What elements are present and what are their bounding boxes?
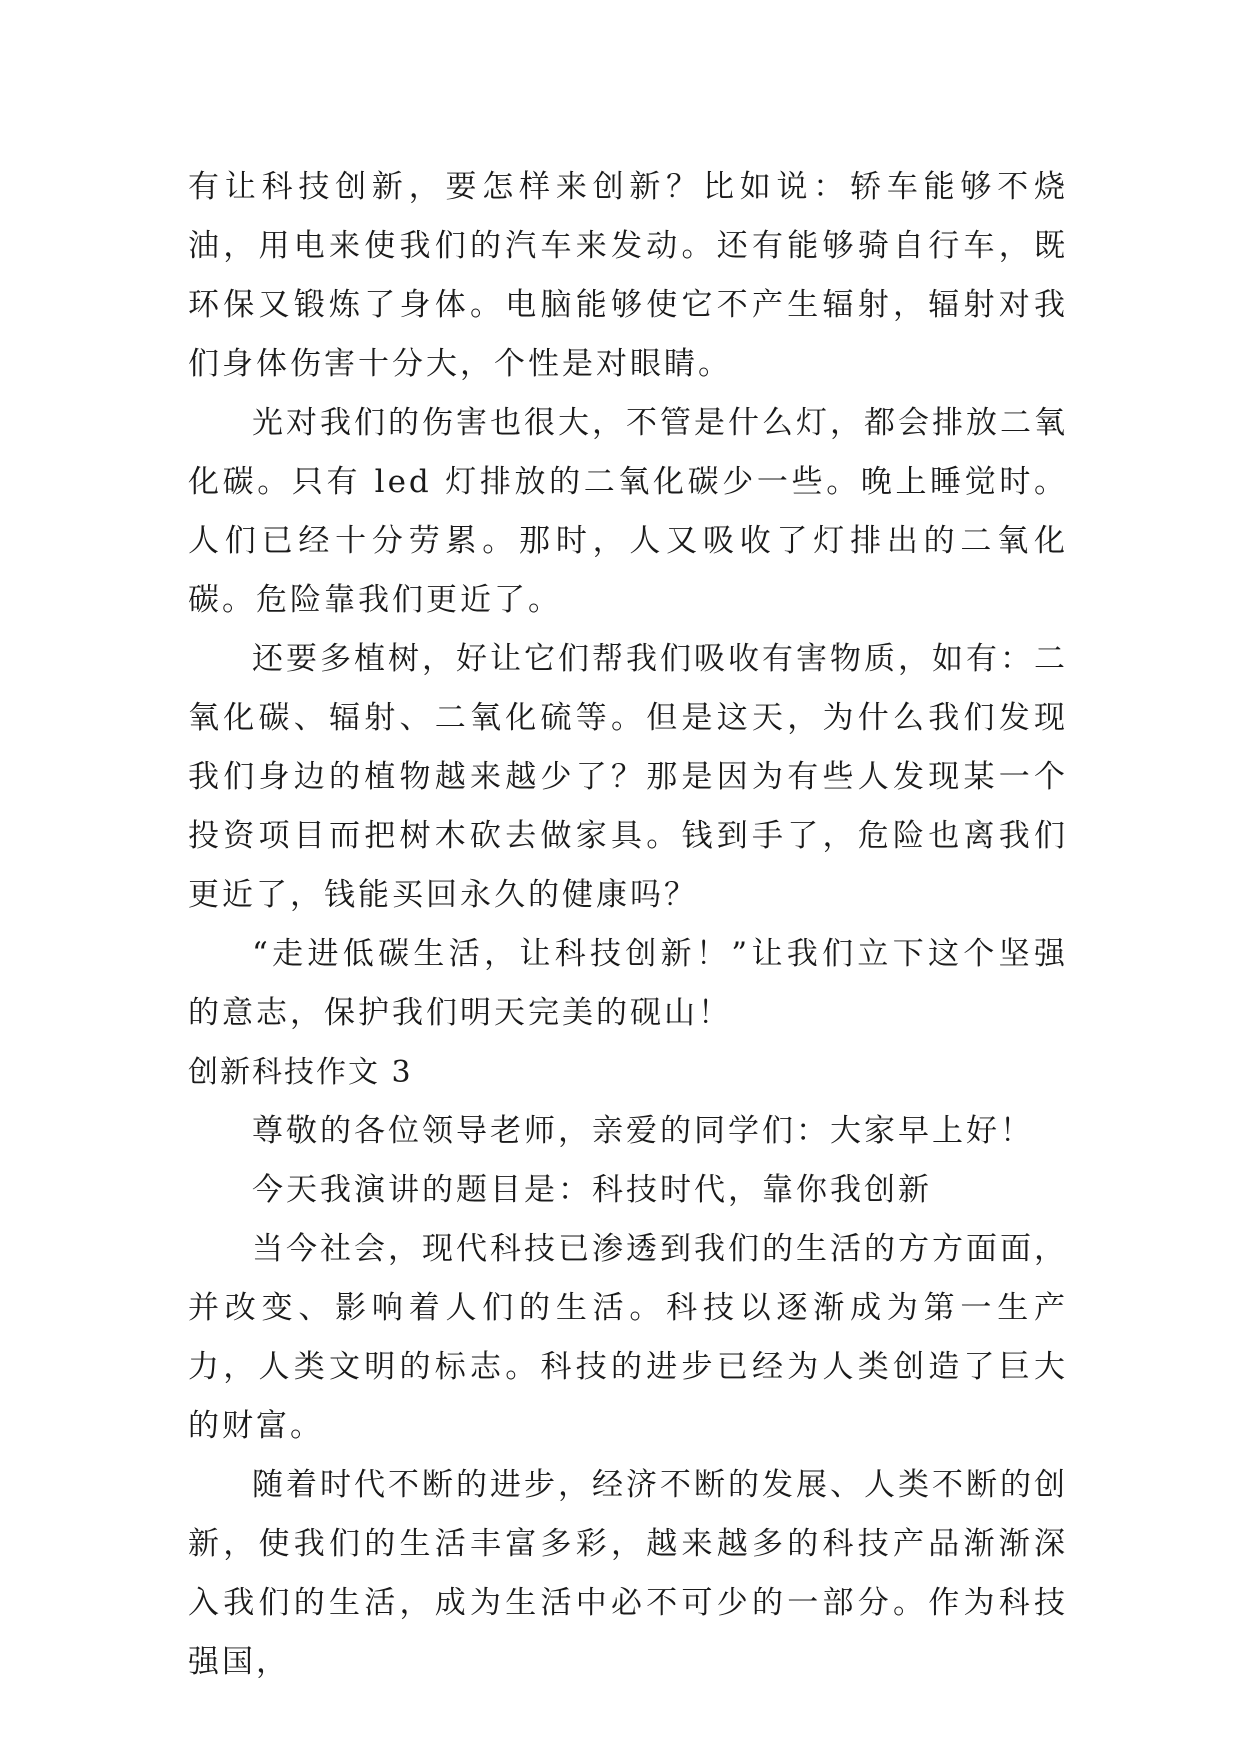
paragraph-speech-topic: 今天我演讲的题目是：科技时代，靠你我创新: [252, 1172, 932, 1208]
paragraph-greeting: 尊敬的各位领导老师，亲爱的同学们：大家早上好！: [252, 1113, 1034, 1149]
paragraph-low-carbon-slogan: “走进低碳生活，让科技创新！”让我们立下这个坚强的意志，保护我们明天完美的砚山！: [188, 936, 1068, 1031]
paragraph-plant-trees: 还要多植树，好让它们帮我们吸收有害物质，如有：二氧化碳、辐射、二氧化硫等。但是这天，为什么我们发现我们身边的植物越来越少了？那是因为有些人发现某一个投资项目而把树木砍去做家具。钱到手了，危险也离我们更近了，钱能买回永久的健康吗？: [188, 641, 1068, 913]
paragraph-times-progress: 随着时代不断的进步，经济不断的发展、人类不断的创新，使我们的生活丰富多彩，越来越多的科技产品渐渐深入我们的生活，成为生活中必不可少的一部分。作为科技强国，: [188, 1467, 1068, 1680]
paragraph-modern-technology: 当今社会，现代科技已渗透到我们的生活的方方面面，并改变、影响着人们的生活。科技以逐渐成为第一生产力，人类文明的标志。科技的进步已经为人类创造了巨大的财富。: [188, 1231, 1068, 1444]
paragraph-light-pollution: 光对我们的伤害也很大，不管是什么灯，都会排放二氧化碳。只有 led 灯排放的二氧化碳少一些。晚上睡觉时。人们已经十分劳累。那时，人又吸收了灯排出的二氧化碳。危险靠我们更近了。: [188, 405, 1068, 618]
paragraph-ev-innovation: 有让科技创新，要怎样来创新？比如说：轿车能够不烧油，用电来使我们的汽车来发动。还有能够骑自行车，既环保又锻炼了身体。电脑能够使它不产生辐射，辐射对我们身体伤害十分大，个性是对眼睛。: [188, 169, 1068, 382]
document-body: [188, 158, 1068, 1692]
section-heading: 创新科技作文 3: [188, 1055, 413, 1090]
